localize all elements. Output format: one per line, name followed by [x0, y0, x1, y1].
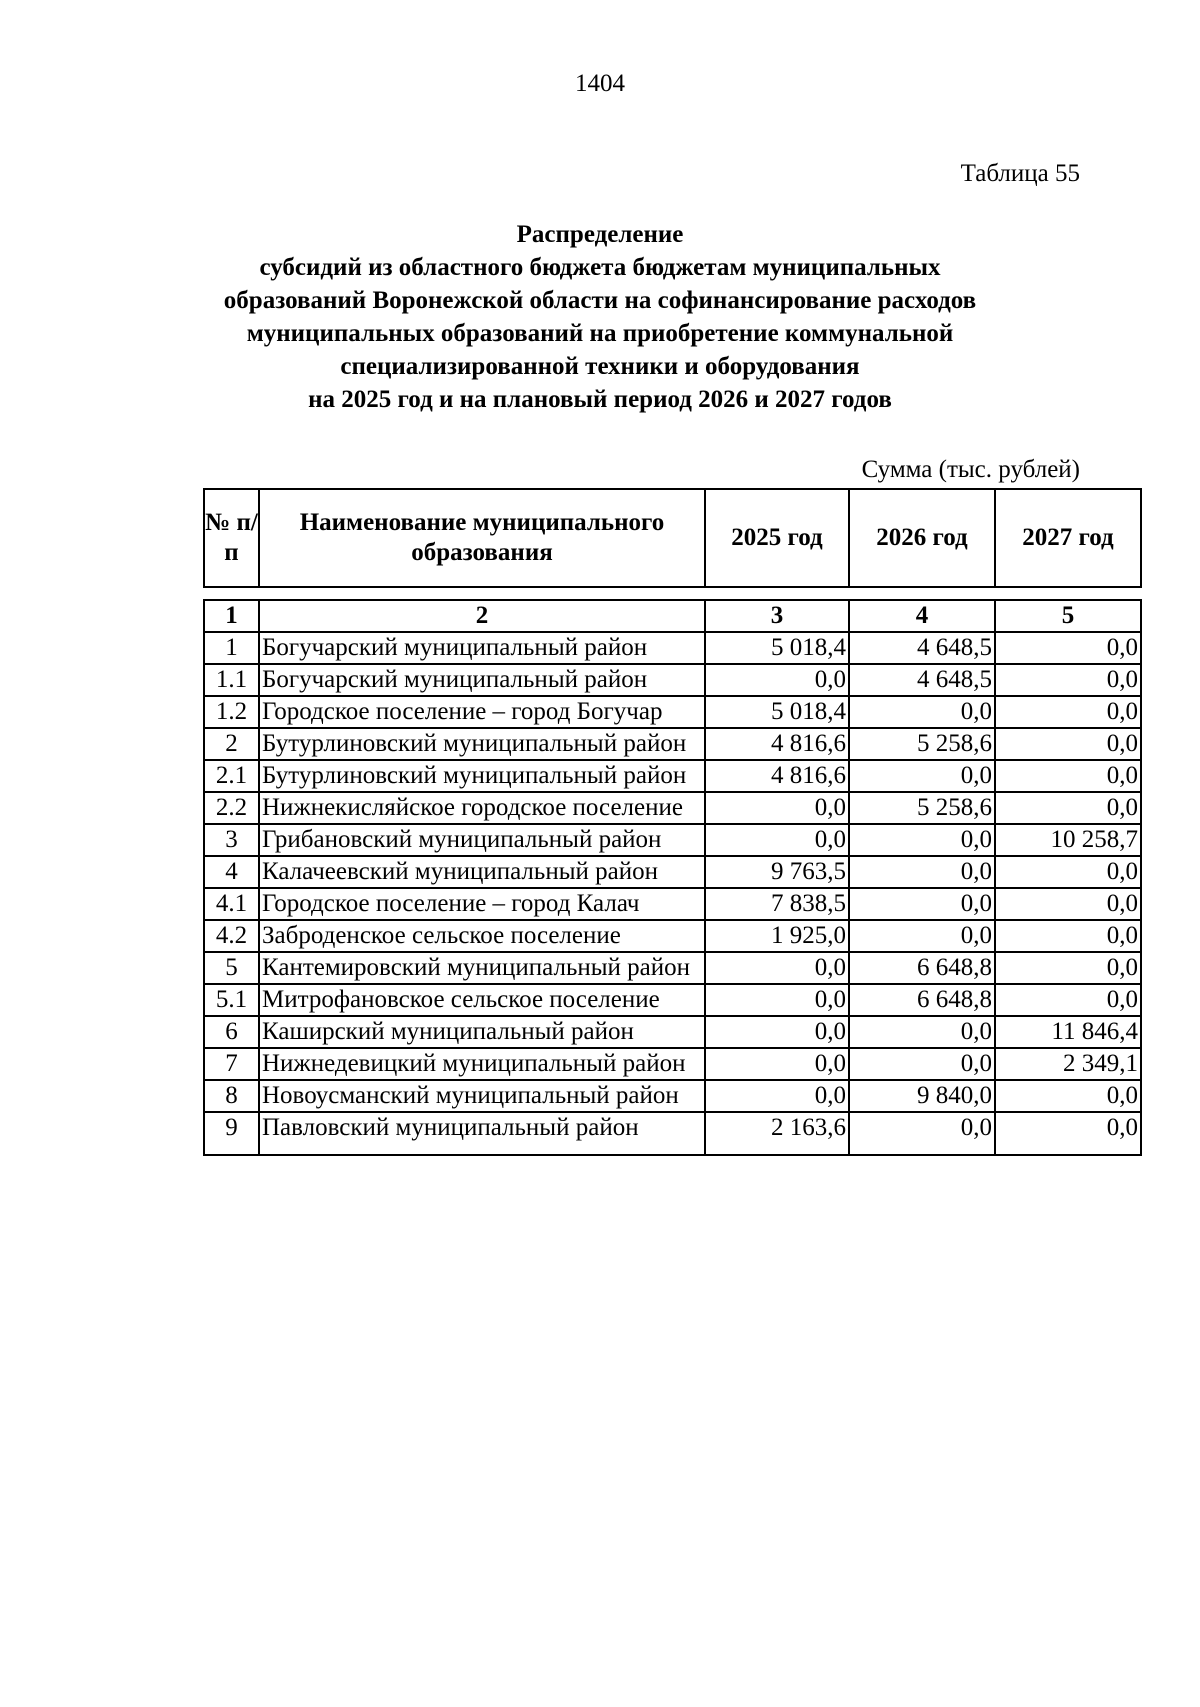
row-number-cell: 7 — [204, 1048, 259, 1080]
header-2027: 2027 год — [995, 489, 1141, 587]
table-row — [204, 1048, 1141, 1080]
table-header — [203, 488, 1142, 588]
row-2027-cell: 0,0 — [995, 792, 1141, 824]
row-name-cell: Нижнекисляйское городское поселение — [259, 792, 705, 824]
title-line: субсидий из областного бюджета бюджетам муниципальных — [259, 254, 941, 281]
row-name-cell: Заброденское сельское поселение — [259, 920, 705, 952]
row-2026-cell: 0,0 — [849, 824, 995, 856]
row-2025-cell: 1 925,0 — [705, 920, 849, 952]
table-label: Таблица 55 — [960, 160, 1080, 187]
row-number-cell: 4.1 — [204, 888, 259, 920]
title-line: муниципальных образований на приобретение коммунальной — [246, 320, 954, 347]
row-number-cell: 4 — [204, 856, 259, 888]
row-name-cell: Митрофановское сельское поселение — [259, 984, 705, 1016]
row-2025-cell: 2 163,6 — [705, 1112, 849, 1155]
row-name-cell: Богучарский муниципальный район — [259, 664, 705, 696]
row-2027-cell: 2 349,1 — [995, 1048, 1141, 1080]
row-number-cell: 6 — [204, 1016, 259, 1048]
table-row — [204, 1080, 1141, 1112]
title-line: образований Воронежской области на софинансирование расходов — [223, 287, 977, 314]
table-row — [204, 856, 1141, 888]
row-2025-cell: 4 816,6 — [705, 760, 849, 792]
row-2025-cell: 0,0 — [705, 824, 849, 856]
row-name-cell: Павловский муниципальный район — [259, 1112, 705, 1155]
row-2026-cell: 0,0 — [849, 760, 995, 792]
title-line: Распределение — [516, 221, 684, 248]
row-2027-cell: 0,0 — [995, 856, 1141, 888]
row-2025-cell: 0,0 — [705, 952, 849, 984]
row-number-cell: 4.2 — [204, 920, 259, 952]
row-number-cell: 5 — [204, 952, 259, 984]
table-row — [204, 952, 1141, 984]
row-2025-cell: 4 816,6 — [705, 728, 849, 760]
row-2025-cell: 0,0 — [705, 1048, 849, 1080]
row-name-cell: Бутурлиновский муниципальный район — [259, 728, 705, 760]
row-2025-cell: 9 763,5 — [705, 856, 849, 888]
table-row — [204, 632, 1141, 664]
row-2025-cell: 0,0 — [705, 792, 849, 824]
row-2025-cell: 0,0 — [705, 1016, 849, 1048]
row-2025-cell: 5 018,4 — [705, 696, 849, 728]
table-row — [204, 1112, 1141, 1155]
row-number-cell: 8 — [204, 1080, 259, 1112]
row-2026-cell: 0,0 — [849, 1048, 995, 1080]
subsidy-table — [203, 599, 1142, 1156]
row-name-cell: Калачеевский муниципальный район — [259, 856, 705, 888]
header-2025: 2025 год — [705, 489, 849, 587]
row-2026-cell: 9 840,0 — [849, 1080, 995, 1112]
row-number-cell: 9 — [204, 1112, 259, 1155]
row-2027-cell: 0,0 — [995, 920, 1141, 952]
page-number: 1404 — [575, 70, 625, 97]
row-number-cell: 3 — [204, 824, 259, 856]
header-name: Наименование муниципального образования — [259, 489, 705, 587]
column-number: 1 — [204, 600, 259, 632]
table-row — [204, 824, 1141, 856]
row-2025-cell: 5 018,4 — [705, 632, 849, 664]
row-number-cell: 5.1 — [204, 984, 259, 1016]
table-row — [204, 1016, 1141, 1048]
title-line: специализированной техники и оборудования — [340, 353, 860, 380]
row-2026-cell: 5 258,6 — [849, 792, 995, 824]
row-number-cell: 1.1 — [204, 664, 259, 696]
row-2027-cell: 0,0 — [995, 760, 1141, 792]
table-row — [204, 792, 1141, 824]
row-2025-cell: 0,0 — [705, 984, 849, 1016]
row-name-cell: Городское поселение – город Калач — [259, 888, 705, 920]
table-row — [204, 888, 1141, 920]
table-row — [204, 664, 1141, 696]
table-row — [204, 760, 1141, 792]
row-2026-cell: 6 648,8 — [849, 952, 995, 984]
column-number: 4 — [849, 600, 995, 632]
row-2026-cell: 0,0 — [849, 888, 995, 920]
row-2026-cell: 4 648,5 — [849, 632, 995, 664]
row-name-cell: Грибановский муниципальный район — [259, 824, 705, 856]
title-line: на 2025 год и на плановый период 2026 и 2027 годов — [308, 386, 892, 413]
row-name-cell: Нижнедевицкий муниципальный район — [259, 1048, 705, 1080]
row-number-cell: 1.2 — [204, 696, 259, 728]
table-row — [204, 728, 1141, 760]
row-name-cell: Городское поселение – город Богучар — [259, 696, 705, 728]
row-2027-cell: 0,0 — [995, 632, 1141, 664]
row-name-cell: Богучарский муниципальный район — [259, 632, 705, 664]
row-2025-cell: 0,0 — [705, 664, 849, 696]
row-2027-cell: 0,0 — [995, 1112, 1141, 1155]
units-label: Сумма (тыс. рублей) — [861, 456, 1080, 483]
row-2026-cell: 0,0 — [849, 856, 995, 888]
column-number: 3 — [705, 600, 849, 632]
row-2026-cell: 4 648,5 — [849, 664, 995, 696]
row-2026-cell: 0,0 — [849, 1112, 995, 1155]
header-num: № п/п — [204, 489, 259, 587]
row-2027-cell: 0,0 — [995, 728, 1141, 760]
row-2027-cell: 0,0 — [995, 1080, 1141, 1112]
row-2027-cell: 0,0 — [995, 664, 1141, 696]
row-2027-cell: 0,0 — [995, 696, 1141, 728]
row-number-cell: 2 — [204, 728, 259, 760]
row-number-cell: 2.2 — [204, 792, 259, 824]
row-2025-cell: 7 838,5 — [705, 888, 849, 920]
row-2026-cell: 0,0 — [849, 696, 995, 728]
row-2026-cell: 0,0 — [849, 920, 995, 952]
row-name-cell: Кантемировский муниципальный район — [259, 952, 705, 984]
row-name-cell: Новоусманский муниципальный район — [259, 1080, 705, 1112]
column-number-row — [204, 600, 1141, 632]
row-2025-cell: 0,0 — [705, 1080, 849, 1112]
row-2026-cell: 5 258,6 — [849, 728, 995, 760]
row-name-cell: Каширский муниципальный район — [259, 1016, 705, 1048]
row-2027-cell: 11 846,4 — [995, 1016, 1141, 1048]
row-2027-cell: 10 258,7 — [995, 824, 1141, 856]
header-2026: 2026 год — [849, 489, 995, 587]
column-number: 2 — [259, 600, 705, 632]
row-2026-cell: 6 648,8 — [849, 984, 995, 1016]
row-number-cell: 1 — [204, 632, 259, 664]
row-number-cell: 2.1 — [204, 760, 259, 792]
row-2027-cell: 0,0 — [995, 952, 1141, 984]
row-2026-cell: 0,0 — [849, 1016, 995, 1048]
row-2027-cell: 0,0 — [995, 888, 1141, 920]
column-number: 5 — [995, 600, 1141, 632]
table-row — [204, 696, 1141, 728]
document-title — [0, 218, 1200, 416]
table-row — [204, 920, 1141, 952]
row-name-cell: Бутурлиновский муниципальный район — [259, 760, 705, 792]
row-2027-cell: 0,0 — [995, 984, 1141, 1016]
table-row — [204, 984, 1141, 1016]
